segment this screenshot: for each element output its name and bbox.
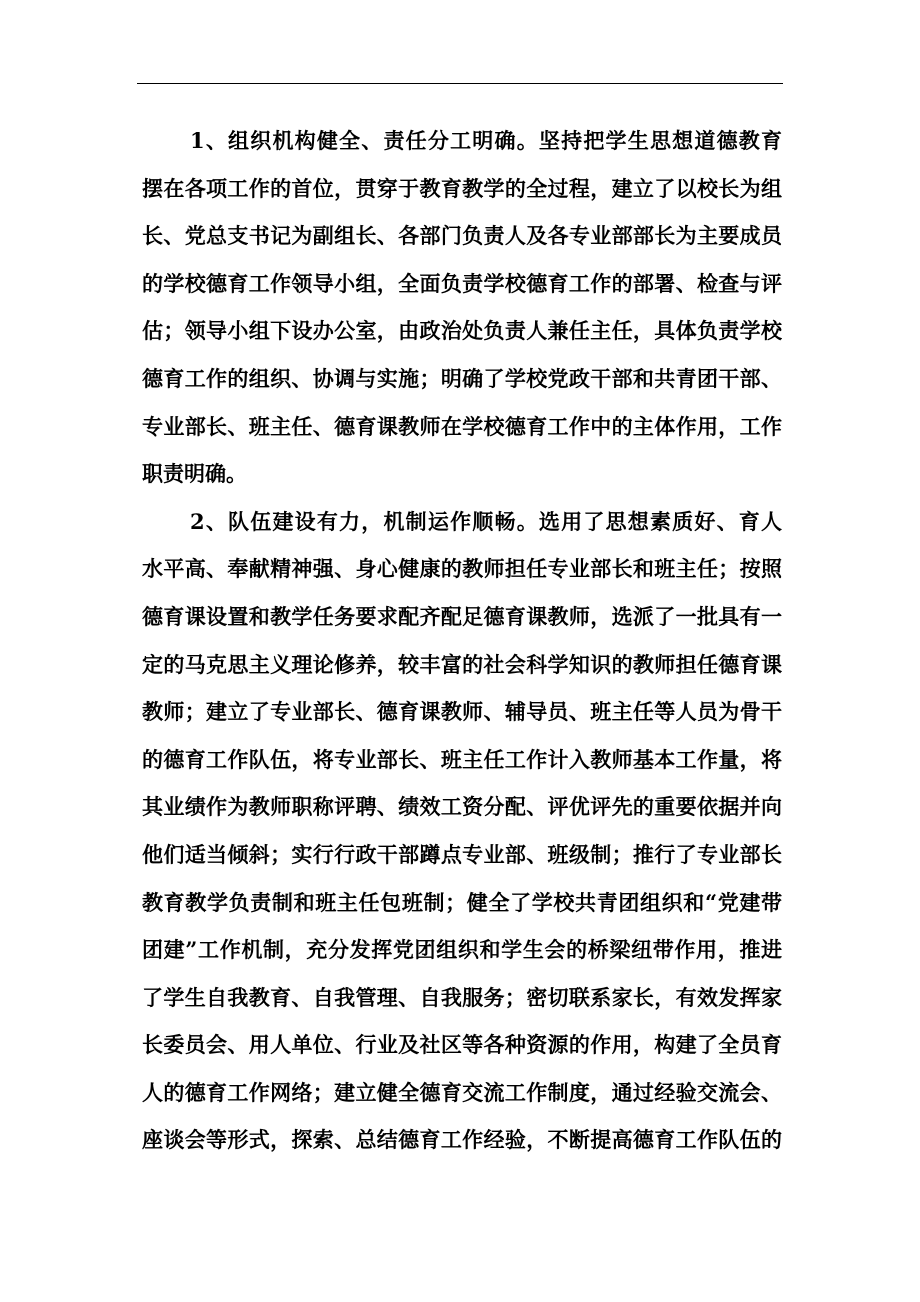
paragraph-2-line-7: 其业绩作为教师职称评聘、绩效工资分配、评优评先的重要依据并向: [142, 794, 782, 820]
paragraph-2-line-6: 的德育工作队伍，将专业部长、班主任工作计入教师基本工作量，将: [142, 746, 782, 772]
paragraph-2-line-3: 德育课设置和教学任务要求配齐配足德育课教师，选派了一批具有一: [142, 603, 782, 629]
paragraph-2-line-10: 团建”工作机制，充分发挥党团组织和学生会的桥梁纽带作用，推进: [142, 937, 782, 963]
paragraph-2-line-5: 教师；建立了专业部长、德育课教师、辅导员、班主任等人员为骨干: [142, 699, 782, 725]
paragraph-2-line-14: 座谈会等形式，探索、总结德育工作经验，不断提高德育工作队伍的: [142, 1127, 782, 1153]
paragraph-1-line-1: 1、组织机构健全、责任分工明确。坚持把学生思想道德教育: [190, 128, 782, 153]
paragraph-2-line-1: 2、队伍建设有力，机制运作顺畅。选用了思想素质好、育人: [190, 508, 782, 534]
paragraph-1-line-8: 职责明确。: [142, 461, 247, 487]
paragraph-2-line-2: 水平高、奉献精神强、身心健康的教师担任专业部长和班主任；按照: [142, 556, 782, 582]
paragraph-2-line-11: 了学生自我教育、自我管理、自我服务；密切联系家长，有效发挥家: [142, 984, 782, 1010]
document-body: [142, 117, 782, 1164]
paragraph-2-line-4: 定的马克思主义理论修养，较丰富的社会科学知识的教师担任德育课: [142, 651, 782, 677]
header-rule: [137, 83, 783, 84]
paragraph-2-line-9: 教育教学负责制和班主任包班制；健全了学校共青团组织和“党建带: [142, 889, 782, 915]
paragraph-1-line-6: 德育工作的组织、协调与实施；明确了学校党政干部和共青团干部、: [142, 365, 782, 391]
paragraph-1-line-7: 专业部长、班主任、德育课教师在学校德育工作中的主体作用，工作: [142, 413, 782, 439]
paragraph-1-line-2: 摆在各项工作的首位，贯穿于教育教学的全过程，建立了以校长为组: [142, 175, 782, 201]
paragraph-1-line-4: 的学校德育工作领导小组，全面负责学校德育工作的部署、检查与评: [142, 270, 782, 296]
paragraph-1-line-3: 长、党总支书记为副组长、各部门负责人及各专业部部长为主要成员: [142, 223, 782, 249]
paragraph-2-line-13: 人的德育工作网络；建立健全德育交流工作制度，通过经验交流会、: [142, 1079, 782, 1105]
paragraph-1-line-5: 估；领导小组下设办公室，由政治处负责人兼任主任，具体负责学校: [142, 318, 782, 344]
paragraph-2-line-8: 他们适当倾斜；实行行政干部蹲点专业部、班级制；推行了专业部长: [142, 841, 782, 867]
paragraph-2-line-12: 长委员会、用人单位、行业及社区等各种资源的作用，构建了全员育: [142, 1032, 782, 1058]
